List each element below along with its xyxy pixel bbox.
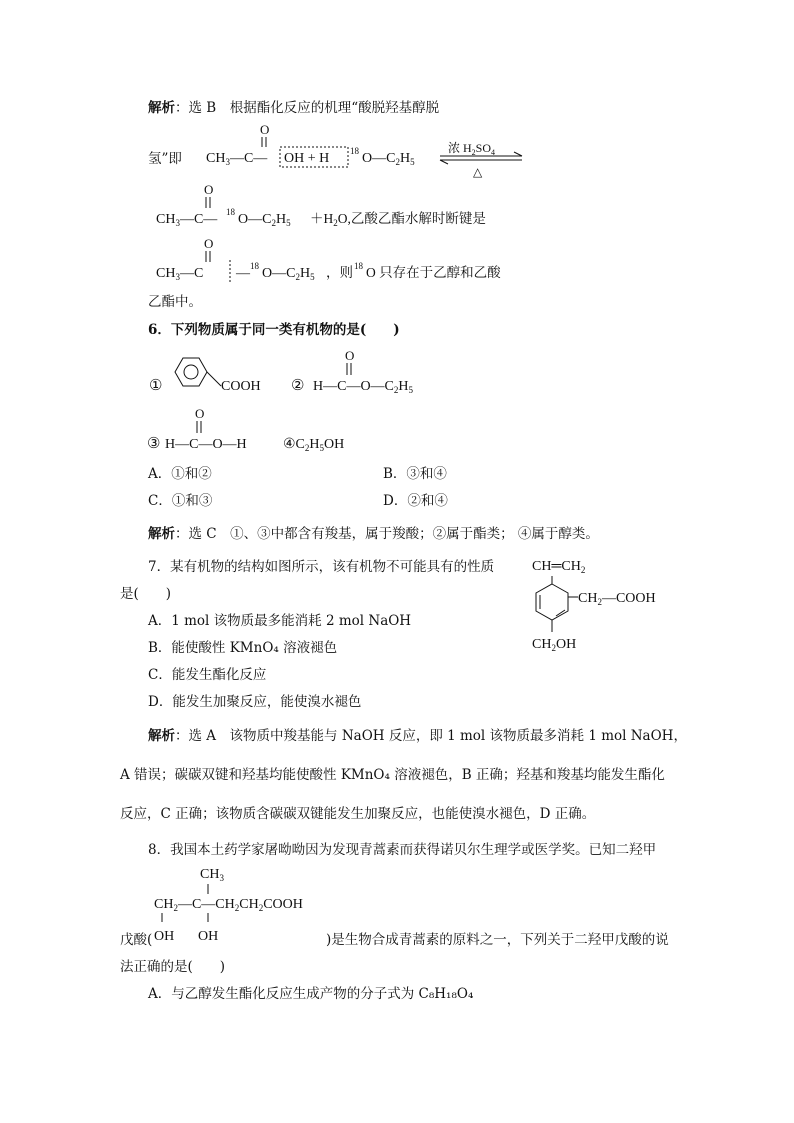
svg-text:18: 18 — [354, 261, 363, 271]
q6-option-c: C．①和③ — [148, 493, 213, 509]
q6-structures-row2 — [145, 402, 385, 458]
svg-text:H—C—O—H: H—C—O—H — [165, 437, 247, 452]
svg-text:CH═CH2: $CH═CH_2$ — [532, 559, 586, 575]
q8-structure — [150, 860, 340, 946]
svg-text:②: ② — [291, 378, 305, 394]
svg-text:浓 H2SO4: 浓 $H_2SO_4$ — [448, 141, 496, 157]
svg-text:O: O — [204, 236, 214, 251]
q6-analysis: 解析：选 C ①、③中都含有羧基，属于羧酸；②属于酯类； ④属于醇类。 — [148, 526, 599, 542]
svg-text:③: ③ — [147, 436, 161, 452]
q7-analysis-line3: 反应，C 正确；该物质含碳碳双键能发生加聚反应，也能使溴水褪色，D 正确。 — [120, 806, 596, 822]
q5-analysis-line2-lead: 氢”即 — [148, 151, 182, 167]
q8-stem-line2-lead: 戊酸( — [120, 932, 153, 948]
reaction-equation — [200, 118, 530, 182]
q7-analysis-line1: 解析：选 A 该物质中羧基能与 NaOH 反应，即 1 mol 该物质最多消耗 1 mol NaOH， — [148, 728, 687, 744]
q7-option-c: C．能发生酯化反应 — [148, 667, 267, 683]
svg-text:O—C2H5: $O—C_2H_5$ — [262, 266, 315, 282]
svg-text:CH2OH: $CH_2OH$ — [532, 637, 577, 653]
svg-text:CH2—COOH: $CH_2—COOH$ — [578, 591, 656, 607]
svg-text:O—C2H5: $O—C_2H_5$ — [238, 212, 291, 228]
ester-structure-1 — [150, 178, 520, 230]
analysis-label: 解析 — [148, 526, 175, 542]
svg-text:CH3—C—: $CH_3—C—$ — [156, 212, 218, 228]
svg-text:①: ① — [149, 378, 163, 394]
svg-text:，则: ，则 — [326, 265, 353, 280]
svg-text:O: O — [204, 182, 214, 197]
svg-text:OH: OH — [154, 929, 175, 944]
q7-structure — [528, 552, 678, 656]
svg-text:18: 18 — [350, 146, 359, 156]
q8-stem-line1: 8．我国本土药学家屠呦呦因为发现青蒿素而获得诺贝尔生理学或医学奖。已知二羟甲 — [148, 842, 657, 858]
svg-text:CH3—C—: $CH_3—C—$ — [206, 151, 268, 167]
svg-text:COOH: COOH — [221, 379, 261, 394]
svg-text:O: O — [195, 406, 205, 421]
svg-text:O—C2H5: $O—C_2H_5$ — [362, 151, 415, 167]
svg-text:18: 18 — [226, 207, 235, 217]
svg-text:H—C—O—C2H5: $H—C—O—C_2H_5$ — [313, 379, 414, 395]
q6-option-b: B．③和④ — [383, 466, 447, 482]
q5-analysis-end: 乙酯中。 — [148, 294, 202, 310]
svg-text:CH3—C: $CH_3—C$ — [156, 266, 204, 282]
analysis-label: 解析 — [148, 100, 175, 116]
q6-structures-row1 — [145, 342, 445, 400]
q7-stem-line1: 7．某有机物的结构如图所示，该有机物不可能具有的性质 — [148, 559, 495, 575]
svg-text:OH + H: OH + H — [284, 151, 330, 166]
q6-stem: 6．下列物质属于同一类有机物的是( ) — [148, 322, 400, 338]
svg-text:18: 18 — [250, 261, 259, 271]
svg-text:OH: OH — [198, 929, 219, 944]
q7-option-a: A．1 mol 该物质最多能消耗 2 mol NaOH — [148, 613, 412, 629]
svg-text:O 只存在于乙醇和乙酸: O 只存在于乙醇和乙酸 — [366, 265, 501, 280]
q8-option-a: A．与乙醇发生酯化反应生成产物的分子式为 C₈H₁₈O₄ — [148, 986, 474, 1002]
q7-option-d: D．能发生加聚反应，能使溴水褪色 — [148, 694, 362, 710]
svg-text:O: O — [345, 348, 355, 363]
q7-analysis-line2: A 错误；碳碳双键和羟基均能使酸性 KMnO₄ 溶液褪色，B 正确；羟基和羧基均能发生酯化 — [120, 767, 665, 783]
q6-option-a: A．①和② — [148, 466, 212, 482]
svg-text:CH2—C—CH2CH2COOH: $CH_2—C—CH_2CH_2COOH$ — [154, 897, 303, 913]
svg-text:CH3: $CH_3$ — [200, 867, 224, 883]
q7-stem-line2: 是( ) — [120, 586, 172, 602]
svg-text:O: O — [260, 122, 270, 137]
q7-option-b: B．能使酸性 KMnO₄ 溶液褪色 — [148, 640, 338, 656]
svg-text:—: — — [236, 266, 250, 281]
q6-option-d: D．②和④ — [383, 493, 448, 509]
svg-text:＋H2O,乙酸乙酯水解时断键是: $+H_2O$,乙酸乙酯水解时断键是 — [310, 211, 486, 228]
q5-analysis-line1: 解析：选 B 根据酯化反应的机理“酸脱羟基醇脱 — [148, 100, 440, 116]
svg-text:④C2H5OH: $④C_2H_5OH$ — [283, 437, 345, 453]
q8-stem-line2-tail: )是生物合成青蒿素的原料之一，下列关于二羟甲戊酸的说 — [326, 932, 669, 948]
analysis-label: 解析 — [148, 728, 175, 744]
q8-stem-line3: 法正确的是( ) — [120, 959, 226, 975]
ester-structure-2 — [150, 232, 530, 284]
svg-text:△: △ — [473, 165, 483, 179]
